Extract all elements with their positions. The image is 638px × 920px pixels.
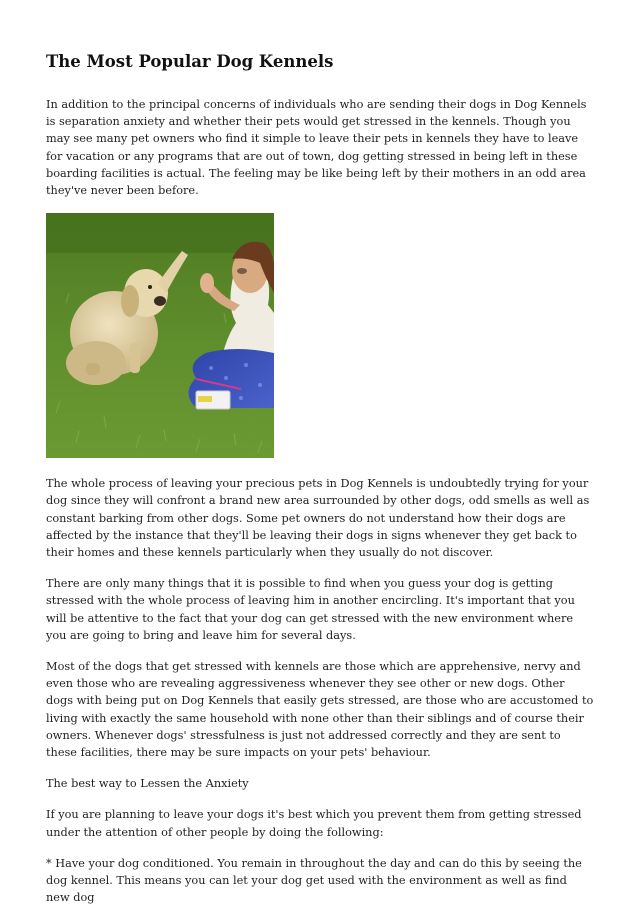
list-item-conditioned: * Have your dog conditioned. You remain in throughout the day and can do this by seeing the dog kennel. This means you can let your dog get used with the environment as well as find new dog [46,856,582,905]
paragraph-stressed-dogs: Most of the dogs that get stressed with kennels are those which are apprehensive, nervy and even those who are revealing aggressiveness whenever they see other or new dogs. Other dogs with being put on Dog Kennels that easily gets stressed, are those who are accustomed to living with exactly the same household with none other than their siblings and of course their owners. Whenever dogs' stressfulness is just not addressed correctly and they are sent to these facilities, there may be sure impacts on your pets' behaviour. [46,660,594,760]
document-page [46,52,594,920]
paragraph-intro: In addition to the principal concerns of individuals who are sending their dogs in Dog Kennels is separation anxiety and whether their pets would get stressed in the kennels. Though you may see many pet owners who find it simple to leave their pets in kennels they have to leave for vacation or any programs that are out of town, dog getting stressed in being left in these boarding facilities is actual. The feeling may be like being left by their mothers in an odd area they've never been before. [46,98,587,198]
section-heading-lessen-anxiety: The best way to Lessen the Anxiety [46,777,249,791]
paragraph-signs: There are only many things that it is possible to find when you guess your dog is getting stressed with the whole process of leaving him in another encircling. It's important that you will be attentive to the fact that your dog can get stressed with the new environment where you are going to bring and leave him for several days. [46,577,575,642]
paragraph-planning: If you are planning to leave your dogs it's best which you prevent them from getting stressed under the attention of other people by doing the following: [46,808,582,839]
paragraph-process: The whole process of leaving your precious pets in Dog Kennels is undoubtedly trying for your dog since they will confront a brand new area surrounded by other dogs, odd smells as well as constant barking from other dogs. Some pet owners do not understand how their dogs are affected by the instance that they'll be leaving their dogs in signs whenever they get back to their homes and these kennels particularly when they usually do not discover. [46,477,590,560]
document-title: The Most Popular Dog Kennels [46,52,334,71]
dog-training-photo [46,213,274,458]
